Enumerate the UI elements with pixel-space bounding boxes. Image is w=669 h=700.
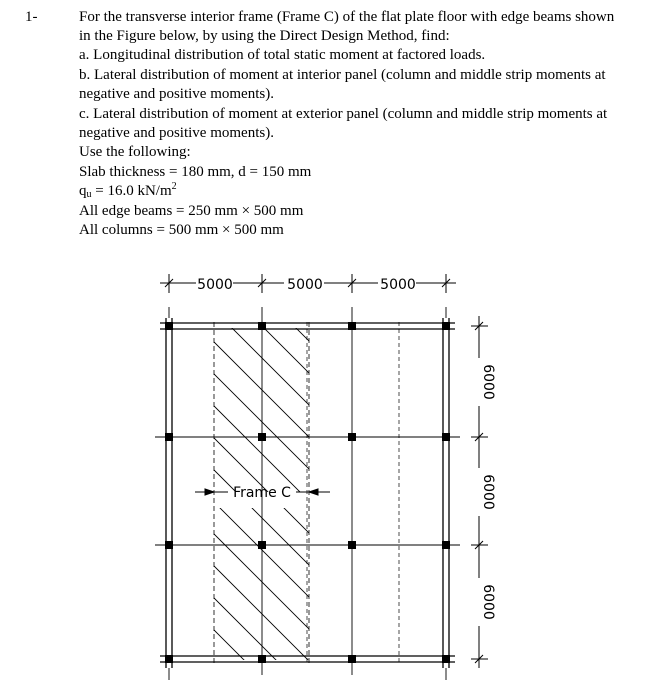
column	[258, 541, 266, 549]
top-dimension-3: 5000	[380, 277, 416, 293]
column	[258, 655, 266, 663]
column	[442, 541, 450, 549]
slab-thickness: Slab thickness = 180 mm, d = 150 mm	[79, 164, 312, 180]
qu-value: = 16.0 kN/m	[91, 183, 172, 199]
column	[442, 433, 450, 441]
side-dimension-2: 6000	[480, 474, 496, 510]
top-dimension-1: 5000	[197, 277, 233, 293]
column	[348, 433, 356, 441]
columns: All columns = 500 mm × 500 mm	[79, 222, 284, 238]
item-c-line-1: c. Lateral distribution of moment at exterior panel (column and middle strip moments at	[79, 106, 608, 122]
problem-intro-line-2: in the Figure below, by using the Direct Design Method, find:	[79, 28, 450, 44]
column	[442, 322, 450, 330]
column	[165, 655, 173, 663]
edge-beams: All edge beams = 250 mm × 500 mm	[79, 203, 304, 219]
column	[348, 655, 356, 663]
problem-number: 1-	[25, 9, 38, 25]
item-a: a. Longitudinal distribution of total static moment at factored loads.	[79, 47, 486, 63]
qu-symbol: q	[79, 183, 87, 199]
frame-c-label: Frame C	[233, 485, 291, 501]
column	[258, 322, 266, 330]
item-b-line-2: negative and positive moments).	[79, 86, 274, 102]
qu-superscript: 2	[171, 181, 177, 192]
qu-subscript: u	[86, 189, 92, 200]
column	[258, 433, 266, 441]
column	[348, 541, 356, 549]
side-dimension-1: 6000	[480, 364, 496, 400]
item-c-line-2: negative and positive moments).	[79, 125, 274, 141]
column	[442, 655, 450, 663]
column	[165, 322, 173, 330]
item-b-line-1: b. Lateral distribution of moment at interior panel (column and middle strip moments at	[79, 67, 606, 83]
column	[165, 433, 173, 441]
use-following: Use the following:	[79, 144, 191, 160]
side-dimension-3: 6000	[480, 584, 496, 620]
column	[165, 541, 173, 549]
column	[348, 322, 356, 330]
strip-lines	[307, 322, 399, 665]
top-dimension-2: 5000	[287, 277, 323, 293]
problem-intro-line-1: For the transverse interior frame (Frame C) of the flat plate floor with edge beams shown	[79, 9, 615, 25]
